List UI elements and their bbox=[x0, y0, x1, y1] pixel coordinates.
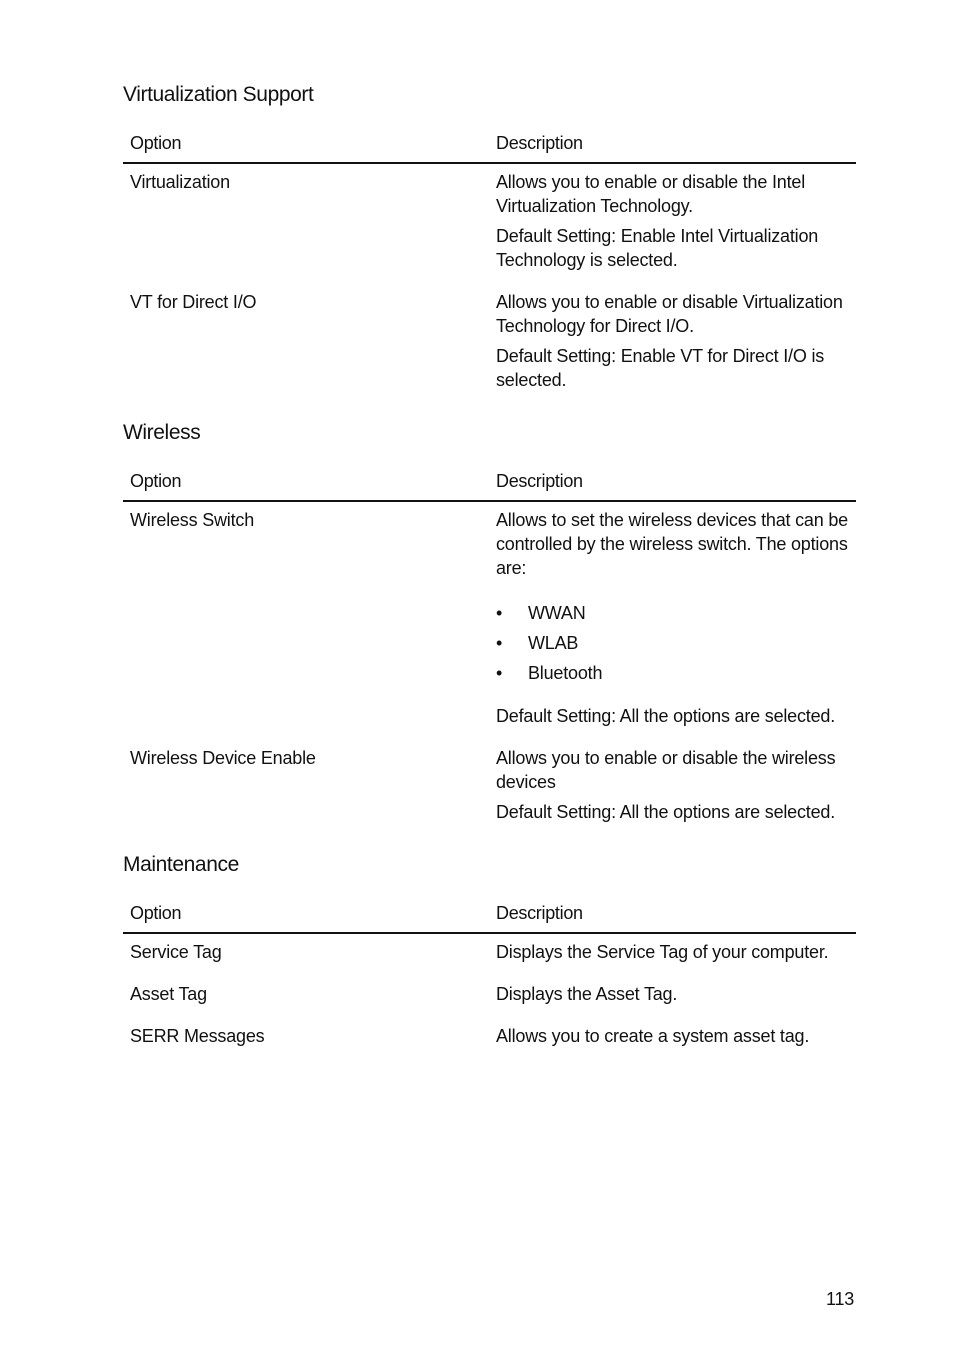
page-number: 113 bbox=[826, 1289, 855, 1309]
section-title: Maintenance bbox=[123, 853, 239, 876]
option-name: Asset Tag bbox=[130, 984, 207, 1004]
option-description bbox=[489, 163, 856, 284]
section-title: Wireless bbox=[123, 421, 201, 444]
default-setting bbox=[496, 344, 850, 392]
default-prefix: Default Setting: bbox=[496, 346, 621, 366]
options-list bbox=[496, 598, 850, 688]
column-header-option: Option bbox=[123, 130, 489, 163]
option-name: VT for Direct I/O bbox=[130, 292, 257, 312]
description-text: Allows you to enable or disable Virtualization Technology for Direct I/O. bbox=[496, 292, 843, 336]
description-text: Allows you to create a system asset tag. bbox=[496, 1026, 810, 1046]
option-description bbox=[489, 501, 856, 740]
list-item-label: Bluetooth bbox=[528, 663, 603, 683]
option-name: Virtualization bbox=[130, 172, 230, 192]
option-description bbox=[489, 1018, 856, 1060]
table-row bbox=[123, 976, 856, 1018]
table-row bbox=[123, 501, 856, 740]
default-suffix: is selected. bbox=[496, 346, 825, 390]
table-header-row bbox=[123, 900, 856, 933]
bullet-icon: • bbox=[496, 663, 503, 683]
default-setting: Default Setting: All the options are selected. bbox=[496, 706, 836, 726]
option-description bbox=[489, 933, 856, 976]
list-item bbox=[496, 658, 850, 688]
column-header-description: Description bbox=[489, 468, 856, 501]
option-name: Wireless Device Enable bbox=[130, 748, 316, 768]
table-row bbox=[123, 284, 856, 404]
bullet-icon: • bbox=[496, 633, 503, 653]
list-item bbox=[496, 598, 850, 628]
list-item-label: WWAN bbox=[528, 603, 586, 623]
column-header-option: Option bbox=[123, 900, 489, 933]
table-row bbox=[123, 740, 856, 836]
options-table bbox=[123, 130, 856, 404]
table-row bbox=[123, 163, 856, 284]
default-value: Enable Intel Virtualization Technology bbox=[496, 226, 819, 270]
option-description bbox=[489, 976, 856, 1018]
page-content bbox=[123, 80, 856, 1074]
default-suffix: is selected. bbox=[585, 250, 678, 270]
default-setting: Default Setting: All the options are selected. bbox=[496, 802, 836, 822]
table-row bbox=[123, 1018, 856, 1060]
column-header-description: Description bbox=[489, 130, 856, 163]
option-description bbox=[489, 740, 856, 836]
option-name: Service Tag bbox=[130, 942, 222, 962]
table-header-row bbox=[123, 468, 856, 501]
column-header-description: Description bbox=[489, 900, 856, 933]
options-table bbox=[123, 900, 856, 1060]
options-table bbox=[123, 468, 856, 836]
description-text: Allows to set the wireless devices that can be controlled by the wireless switch. The options are: bbox=[496, 510, 848, 578]
option-name: SERR Messages bbox=[130, 1026, 265, 1046]
description-text: Allows you to enable or disable the wireless devices bbox=[496, 748, 836, 792]
default-setting bbox=[496, 224, 850, 272]
option-description bbox=[489, 284, 856, 404]
description-text: Displays the Asset Tag. bbox=[496, 984, 678, 1004]
default-value: Enable VT for Direct I/O bbox=[620, 346, 807, 366]
default-prefix: Default Setting: bbox=[496, 226, 621, 246]
table-row bbox=[123, 933, 856, 976]
option-name: Wireless Switch bbox=[130, 510, 255, 530]
column-header-option: Option bbox=[123, 468, 489, 501]
list-item bbox=[496, 628, 850, 658]
bullet-icon: • bbox=[496, 603, 503, 623]
section-title: Virtualization Support bbox=[123, 83, 314, 106]
description-text: Allows you to enable or disable the Intel Virtualization Technology. bbox=[496, 172, 805, 216]
section-wireless bbox=[123, 418, 856, 836]
table-header-row bbox=[123, 130, 856, 163]
list-item-label: WLAB bbox=[528, 633, 579, 653]
description-text: Displays the Service Tag of your computer. bbox=[496, 942, 829, 962]
section-maintenance bbox=[123, 850, 856, 1060]
section-virtualization-support bbox=[123, 80, 856, 404]
